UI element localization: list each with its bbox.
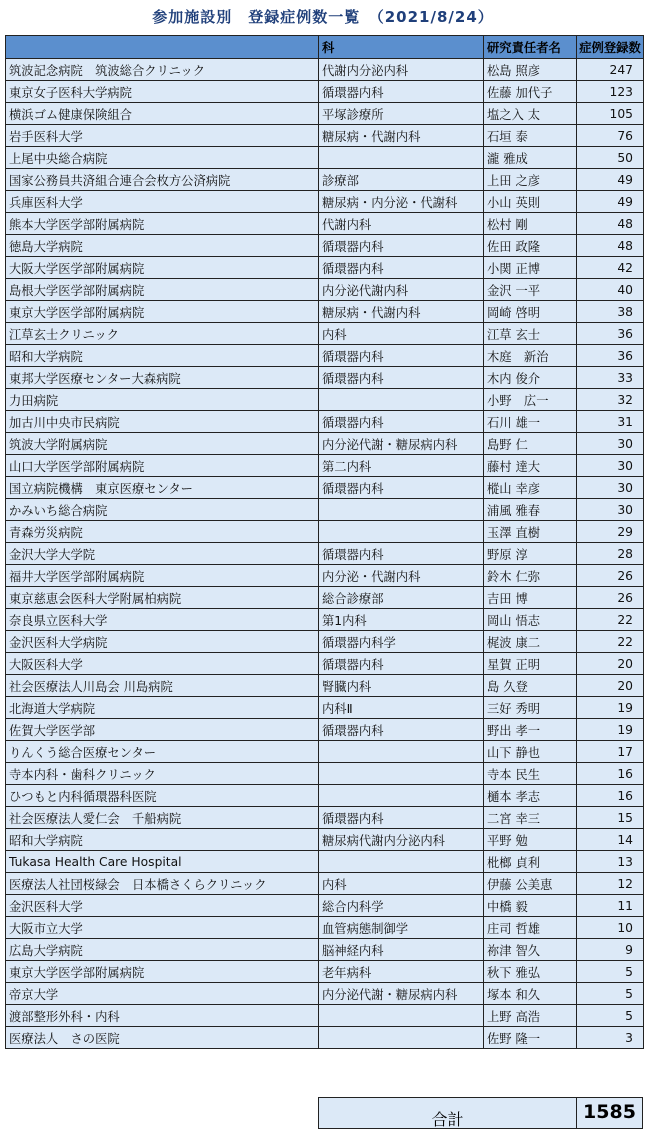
investigator-cell: 小関 正博 bbox=[484, 257, 577, 279]
facility-cell: 加古川中央市民病院 bbox=[6, 411, 319, 433]
investigator-cell: 上野 高浩 bbox=[484, 1005, 577, 1027]
facility-cell: 金沢医科大学病院 bbox=[6, 631, 319, 653]
count-cell: 40 bbox=[577, 279, 644, 301]
department-cell: 循環器内科 bbox=[319, 807, 484, 829]
department-cell: 血管病態制御学 bbox=[319, 917, 484, 939]
facility-cell: 力田病院 bbox=[6, 389, 319, 411]
department-cell: 循環器内科 bbox=[319, 235, 484, 257]
department-cell bbox=[319, 1027, 484, 1049]
department-cell: 糖尿病代謝内分泌内科 bbox=[319, 829, 484, 851]
table-row bbox=[6, 763, 644, 785]
department-cell: 循環器内科 bbox=[319, 543, 484, 565]
department-cell: 平塚診療所 bbox=[319, 103, 484, 125]
department-cell bbox=[319, 785, 484, 807]
investigator-cell: 山下 静也 bbox=[484, 741, 577, 763]
department-cell bbox=[319, 851, 484, 873]
table-row bbox=[6, 367, 644, 389]
department-cell: 代謝内分泌内科 bbox=[319, 59, 484, 81]
header-count: 症例登録数 bbox=[577, 36, 644, 59]
investigator-cell: 樅山 幸彦 bbox=[484, 477, 577, 499]
table-row bbox=[6, 81, 644, 103]
count-cell: 13 bbox=[577, 851, 644, 873]
facility-cell: かみいち総合病院 bbox=[6, 499, 319, 521]
investigator-cell: 島 久登 bbox=[484, 675, 577, 697]
count-cell: 247 bbox=[577, 59, 644, 81]
count-cell: 19 bbox=[577, 697, 644, 719]
count-cell: 49 bbox=[577, 191, 644, 213]
table-row bbox=[6, 609, 644, 631]
table-row bbox=[6, 521, 644, 543]
table-row bbox=[6, 235, 644, 257]
facility-cell: 渡部整形外科・内科 bbox=[6, 1005, 319, 1027]
facility-cell: 広島大学病院 bbox=[6, 939, 319, 961]
investigator-cell: 佐野 隆一 bbox=[484, 1027, 577, 1049]
department-cell bbox=[319, 499, 484, 521]
department-cell: 循環器内科 bbox=[319, 345, 484, 367]
facility-cell: Tukasa Health Care Hospital bbox=[6, 851, 319, 873]
department-cell bbox=[319, 763, 484, 785]
count-cell: 31 bbox=[577, 411, 644, 433]
facility-cell: 横浜ゴム健康保険組合 bbox=[6, 103, 319, 125]
investigator-cell: 二宮 幸三 bbox=[484, 807, 577, 829]
count-cell: 20 bbox=[577, 653, 644, 675]
investigator-cell: 石垣 泰 bbox=[484, 125, 577, 147]
count-cell: 49 bbox=[577, 169, 644, 191]
facility-cell: 医療法人 さの医院 bbox=[6, 1027, 319, 1049]
count-cell: 5 bbox=[577, 983, 644, 1005]
department-cell: 循環器内科 bbox=[319, 257, 484, 279]
count-cell: 26 bbox=[577, 565, 644, 587]
department-cell: 第二内科 bbox=[319, 455, 484, 477]
table-row bbox=[6, 983, 644, 1005]
investigator-cell: 上田 之彦 bbox=[484, 169, 577, 191]
count-cell: 33 bbox=[577, 367, 644, 389]
department-cell bbox=[319, 1005, 484, 1027]
count-cell: 48 bbox=[577, 235, 644, 257]
department-cell: 代謝内科 bbox=[319, 213, 484, 235]
table-row bbox=[6, 389, 644, 411]
investigator-cell: 佐藤 加代子 bbox=[484, 81, 577, 103]
table-row bbox=[6, 675, 644, 697]
table-header-row bbox=[6, 36, 644, 59]
table-row bbox=[6, 961, 644, 983]
facility-cell: 大阪大学医学部附属病院 bbox=[6, 257, 319, 279]
facility-cell: 筑波大学附属病院 bbox=[6, 433, 319, 455]
total-label: 合計 bbox=[318, 1097, 576, 1129]
header-facility bbox=[6, 36, 319, 59]
department-cell: 内科 bbox=[319, 323, 484, 345]
table-row bbox=[6, 851, 644, 873]
facility-cell: 医療法人社団桜緑会 日本橋さくらクリニック bbox=[6, 873, 319, 895]
table-row bbox=[6, 279, 644, 301]
department-cell: 第1内科 bbox=[319, 609, 484, 631]
table-row bbox=[6, 873, 644, 895]
facility-cell: 帝京大学 bbox=[6, 983, 319, 1005]
investigator-cell: 鈴木 仁弥 bbox=[484, 565, 577, 587]
investigator-cell: 塚本 和久 bbox=[484, 983, 577, 1005]
investigator-cell: 瀧 雅成 bbox=[484, 147, 577, 169]
investigator-cell: 秋下 雅弘 bbox=[484, 961, 577, 983]
count-cell: 16 bbox=[577, 763, 644, 785]
facility-cell: 筑波記念病院 筑波総合クリニック bbox=[6, 59, 319, 81]
investigator-cell: 小山 英則 bbox=[484, 191, 577, 213]
department-cell: 内分泌代謝・糖尿病内科 bbox=[319, 433, 484, 455]
count-cell: 105 bbox=[577, 103, 644, 125]
facility-cell: ひつもと内科循環器科医院 bbox=[6, 785, 319, 807]
department-cell: 循環器内科 bbox=[319, 367, 484, 389]
investigator-cell: 吉田 博 bbox=[484, 587, 577, 609]
department-cell: 総合内科学 bbox=[319, 895, 484, 917]
table-row bbox=[6, 103, 644, 125]
facility-cell: 昭和大学病院 bbox=[6, 345, 319, 367]
investigator-cell: 野出 孝一 bbox=[484, 719, 577, 741]
facility-cell: 金沢医科大学 bbox=[6, 895, 319, 917]
investigator-cell: 玉澤 直樹 bbox=[484, 521, 577, 543]
total-value: 1585 bbox=[576, 1097, 643, 1129]
department-cell: 内科 bbox=[319, 873, 484, 895]
table-row bbox=[6, 785, 644, 807]
count-cell: 5 bbox=[577, 1005, 644, 1027]
facility-cell: 江草玄士クリニック bbox=[6, 323, 319, 345]
table-row bbox=[6, 125, 644, 147]
department-cell: 診療部 bbox=[319, 169, 484, 191]
department-cell: 内分泌・代謝内科 bbox=[319, 565, 484, 587]
count-cell: 29 bbox=[577, 521, 644, 543]
table-row bbox=[6, 323, 644, 345]
count-cell: 22 bbox=[577, 609, 644, 631]
table-row bbox=[6, 455, 644, 477]
table-row bbox=[6, 345, 644, 367]
facility-cell: 東京女子医科大学病院 bbox=[6, 81, 319, 103]
facility-cell: 東京慈恵会医科大学附属柏病院 bbox=[6, 587, 319, 609]
count-cell: 16 bbox=[577, 785, 644, 807]
table-row bbox=[6, 59, 644, 81]
department-cell: 総合診療部 bbox=[319, 587, 484, 609]
count-cell: 26 bbox=[577, 587, 644, 609]
count-cell: 38 bbox=[577, 301, 644, 323]
count-cell: 19 bbox=[577, 719, 644, 741]
facility-cell: 岩手医科大学 bbox=[6, 125, 319, 147]
investigator-cell: 木内 俊介 bbox=[484, 367, 577, 389]
count-cell: 30 bbox=[577, 499, 644, 521]
table-row bbox=[6, 257, 644, 279]
facility-cell: 熊本大学医学部附属病院 bbox=[6, 213, 319, 235]
investigator-cell: 石川 雄一 bbox=[484, 411, 577, 433]
table-row bbox=[6, 697, 644, 719]
header-investigator: 研究責任者名 bbox=[484, 36, 577, 59]
table-row bbox=[6, 191, 644, 213]
table-row bbox=[6, 653, 644, 675]
table-row bbox=[6, 565, 644, 587]
facility-cell: 上尾中央総合病院 bbox=[6, 147, 319, 169]
page-title: 参加施設別 登録症例数一覧 （2021/8/24） bbox=[152, 8, 494, 26]
facility-cell: 寺本内科・歯科クリニック bbox=[6, 763, 319, 785]
count-cell: 20 bbox=[577, 675, 644, 697]
registration-table bbox=[5, 35, 644, 1049]
count-cell: 48 bbox=[577, 213, 644, 235]
table-row bbox=[6, 917, 644, 939]
count-cell: 15 bbox=[577, 807, 644, 829]
department-cell bbox=[319, 521, 484, 543]
table-row bbox=[6, 719, 644, 741]
investigator-cell: 祢津 智久 bbox=[484, 939, 577, 961]
table-row bbox=[6, 301, 644, 323]
investigator-cell: 三好 秀明 bbox=[484, 697, 577, 719]
table-row bbox=[6, 587, 644, 609]
department-cell: 循環器内科 bbox=[319, 81, 484, 103]
department-cell: 循環器内科 bbox=[319, 719, 484, 741]
facility-cell: 兵庫医科大学 bbox=[6, 191, 319, 213]
count-cell: 28 bbox=[577, 543, 644, 565]
investigator-cell: 寺本 民生 bbox=[484, 763, 577, 785]
investigator-cell: 岡山 悟志 bbox=[484, 609, 577, 631]
department-cell: 糖尿病・代謝内科 bbox=[319, 301, 484, 323]
facility-cell: 北海道大学病院 bbox=[6, 697, 319, 719]
table-row bbox=[6, 807, 644, 829]
department-cell: 糖尿病・内分泌・代謝科 bbox=[319, 191, 484, 213]
department-cell bbox=[319, 147, 484, 169]
department-cell: 循環器内科 bbox=[319, 411, 484, 433]
table-row bbox=[6, 1005, 644, 1027]
investigator-cell: 金沢 一平 bbox=[484, 279, 577, 301]
facility-cell: 社会医療法人愛仁会 千船病院 bbox=[6, 807, 319, 829]
count-cell: 10 bbox=[577, 917, 644, 939]
investigator-cell: 島野 仁 bbox=[484, 433, 577, 455]
investigator-cell: 枇榔 貞利 bbox=[484, 851, 577, 873]
investigator-cell: 庄司 哲雄 bbox=[484, 917, 577, 939]
table-row bbox=[6, 411, 644, 433]
count-cell: 5 bbox=[577, 961, 644, 983]
table-row bbox=[6, 543, 644, 565]
count-cell: 14 bbox=[577, 829, 644, 851]
investigator-cell: 佐田 政隆 bbox=[484, 235, 577, 257]
table-row bbox=[6, 1027, 644, 1049]
count-cell: 22 bbox=[577, 631, 644, 653]
count-cell: 50 bbox=[577, 147, 644, 169]
facility-cell: 国立病院機構 東京医療センター bbox=[6, 477, 319, 499]
facility-cell: 東邦大学医療センター大森病院 bbox=[6, 367, 319, 389]
investigator-cell: 塩之入 太 bbox=[484, 103, 577, 125]
facility-cell: 国家公務員共済組合連合会枚方公済病院 bbox=[6, 169, 319, 191]
facility-cell: 大阪市立大学 bbox=[6, 917, 319, 939]
department-cell: 内科Ⅱ bbox=[319, 697, 484, 719]
investigator-cell: 藤村 達大 bbox=[484, 455, 577, 477]
facility-cell: 昭和大学病院 bbox=[6, 829, 319, 851]
table-row bbox=[6, 213, 644, 235]
table-row bbox=[6, 499, 644, 521]
table-row bbox=[6, 829, 644, 851]
department-cell bbox=[319, 741, 484, 763]
count-cell: 11 bbox=[577, 895, 644, 917]
investigator-cell: 平野 勉 bbox=[484, 829, 577, 851]
facility-cell: 福井大学医学部附属病院 bbox=[6, 565, 319, 587]
facility-cell: 島根大学医学部附属病院 bbox=[6, 279, 319, 301]
facility-cell: 奈良県立医科大学 bbox=[6, 609, 319, 631]
department-cell: 内分泌代謝内科 bbox=[319, 279, 484, 301]
header-department: 科 bbox=[319, 36, 484, 59]
facility-cell: りんくう総合医療センター bbox=[6, 741, 319, 763]
investigator-cell: 岡崎 啓明 bbox=[484, 301, 577, 323]
table-row bbox=[6, 433, 644, 455]
investigator-cell: 中橋 毅 bbox=[484, 895, 577, 917]
table-row bbox=[6, 939, 644, 961]
table-row bbox=[6, 169, 644, 191]
facility-cell: 金沢大学大学院 bbox=[6, 543, 319, 565]
department-cell: 循環器内科学 bbox=[319, 631, 484, 653]
investigator-cell: 星賀 正明 bbox=[484, 653, 577, 675]
count-cell: 3 bbox=[577, 1027, 644, 1049]
investigator-cell: 伊藤 公美恵 bbox=[484, 873, 577, 895]
count-cell: 123 bbox=[577, 81, 644, 103]
investigator-cell: 樋本 孝志 bbox=[484, 785, 577, 807]
department-cell: 内分泌代謝・糖尿病内科 bbox=[319, 983, 484, 1005]
investigator-cell: 梶波 康二 bbox=[484, 631, 577, 653]
facility-cell: 徳島大学病院 bbox=[6, 235, 319, 257]
department-cell: 循環器内科 bbox=[319, 653, 484, 675]
facility-cell: 東京大学医学部附属病院 bbox=[6, 301, 319, 323]
facility-cell: 社会医療法人川島会 川島病院 bbox=[6, 675, 319, 697]
department-cell: 老年病科 bbox=[319, 961, 484, 983]
count-cell: 9 bbox=[577, 939, 644, 961]
table-row bbox=[6, 631, 644, 653]
facility-cell: 佐賀大学医学部 bbox=[6, 719, 319, 741]
investigator-cell: 小野 広一 bbox=[484, 389, 577, 411]
department-cell: 循環器内科 bbox=[319, 477, 484, 499]
facility-cell: 山口大学医学部附属病院 bbox=[6, 455, 319, 477]
table-row bbox=[6, 477, 644, 499]
investigator-cell: 野原 淳 bbox=[484, 543, 577, 565]
count-cell: 36 bbox=[577, 345, 644, 367]
count-cell: 76 bbox=[577, 125, 644, 147]
count-cell: 32 bbox=[577, 389, 644, 411]
investigator-cell: 松島 照彦 bbox=[484, 59, 577, 81]
count-cell: 30 bbox=[577, 455, 644, 477]
count-cell: 17 bbox=[577, 741, 644, 763]
department-cell: 腎臓内科 bbox=[319, 675, 484, 697]
count-cell: 36 bbox=[577, 323, 644, 345]
facility-cell: 青森労災病院 bbox=[6, 521, 319, 543]
investigator-cell: 松村 剛 bbox=[484, 213, 577, 235]
table-row bbox=[6, 741, 644, 763]
table-row bbox=[6, 895, 644, 917]
count-cell: 30 bbox=[577, 477, 644, 499]
count-cell: 12 bbox=[577, 873, 644, 895]
count-cell: 42 bbox=[577, 257, 644, 279]
department-cell: 糖尿病・代謝内科 bbox=[319, 125, 484, 147]
count-cell: 30 bbox=[577, 433, 644, 455]
facility-cell: 東京大学医学部附属病院 bbox=[6, 961, 319, 983]
department-cell: 脳神経内科 bbox=[319, 939, 484, 961]
investigator-cell: 木庭 新治 bbox=[484, 345, 577, 367]
department-cell bbox=[319, 389, 484, 411]
investigator-cell: 江草 玄士 bbox=[484, 323, 577, 345]
facility-cell: 大阪医科大学 bbox=[6, 653, 319, 675]
table-row bbox=[6, 147, 644, 169]
investigator-cell: 浦風 雅春 bbox=[484, 499, 577, 521]
